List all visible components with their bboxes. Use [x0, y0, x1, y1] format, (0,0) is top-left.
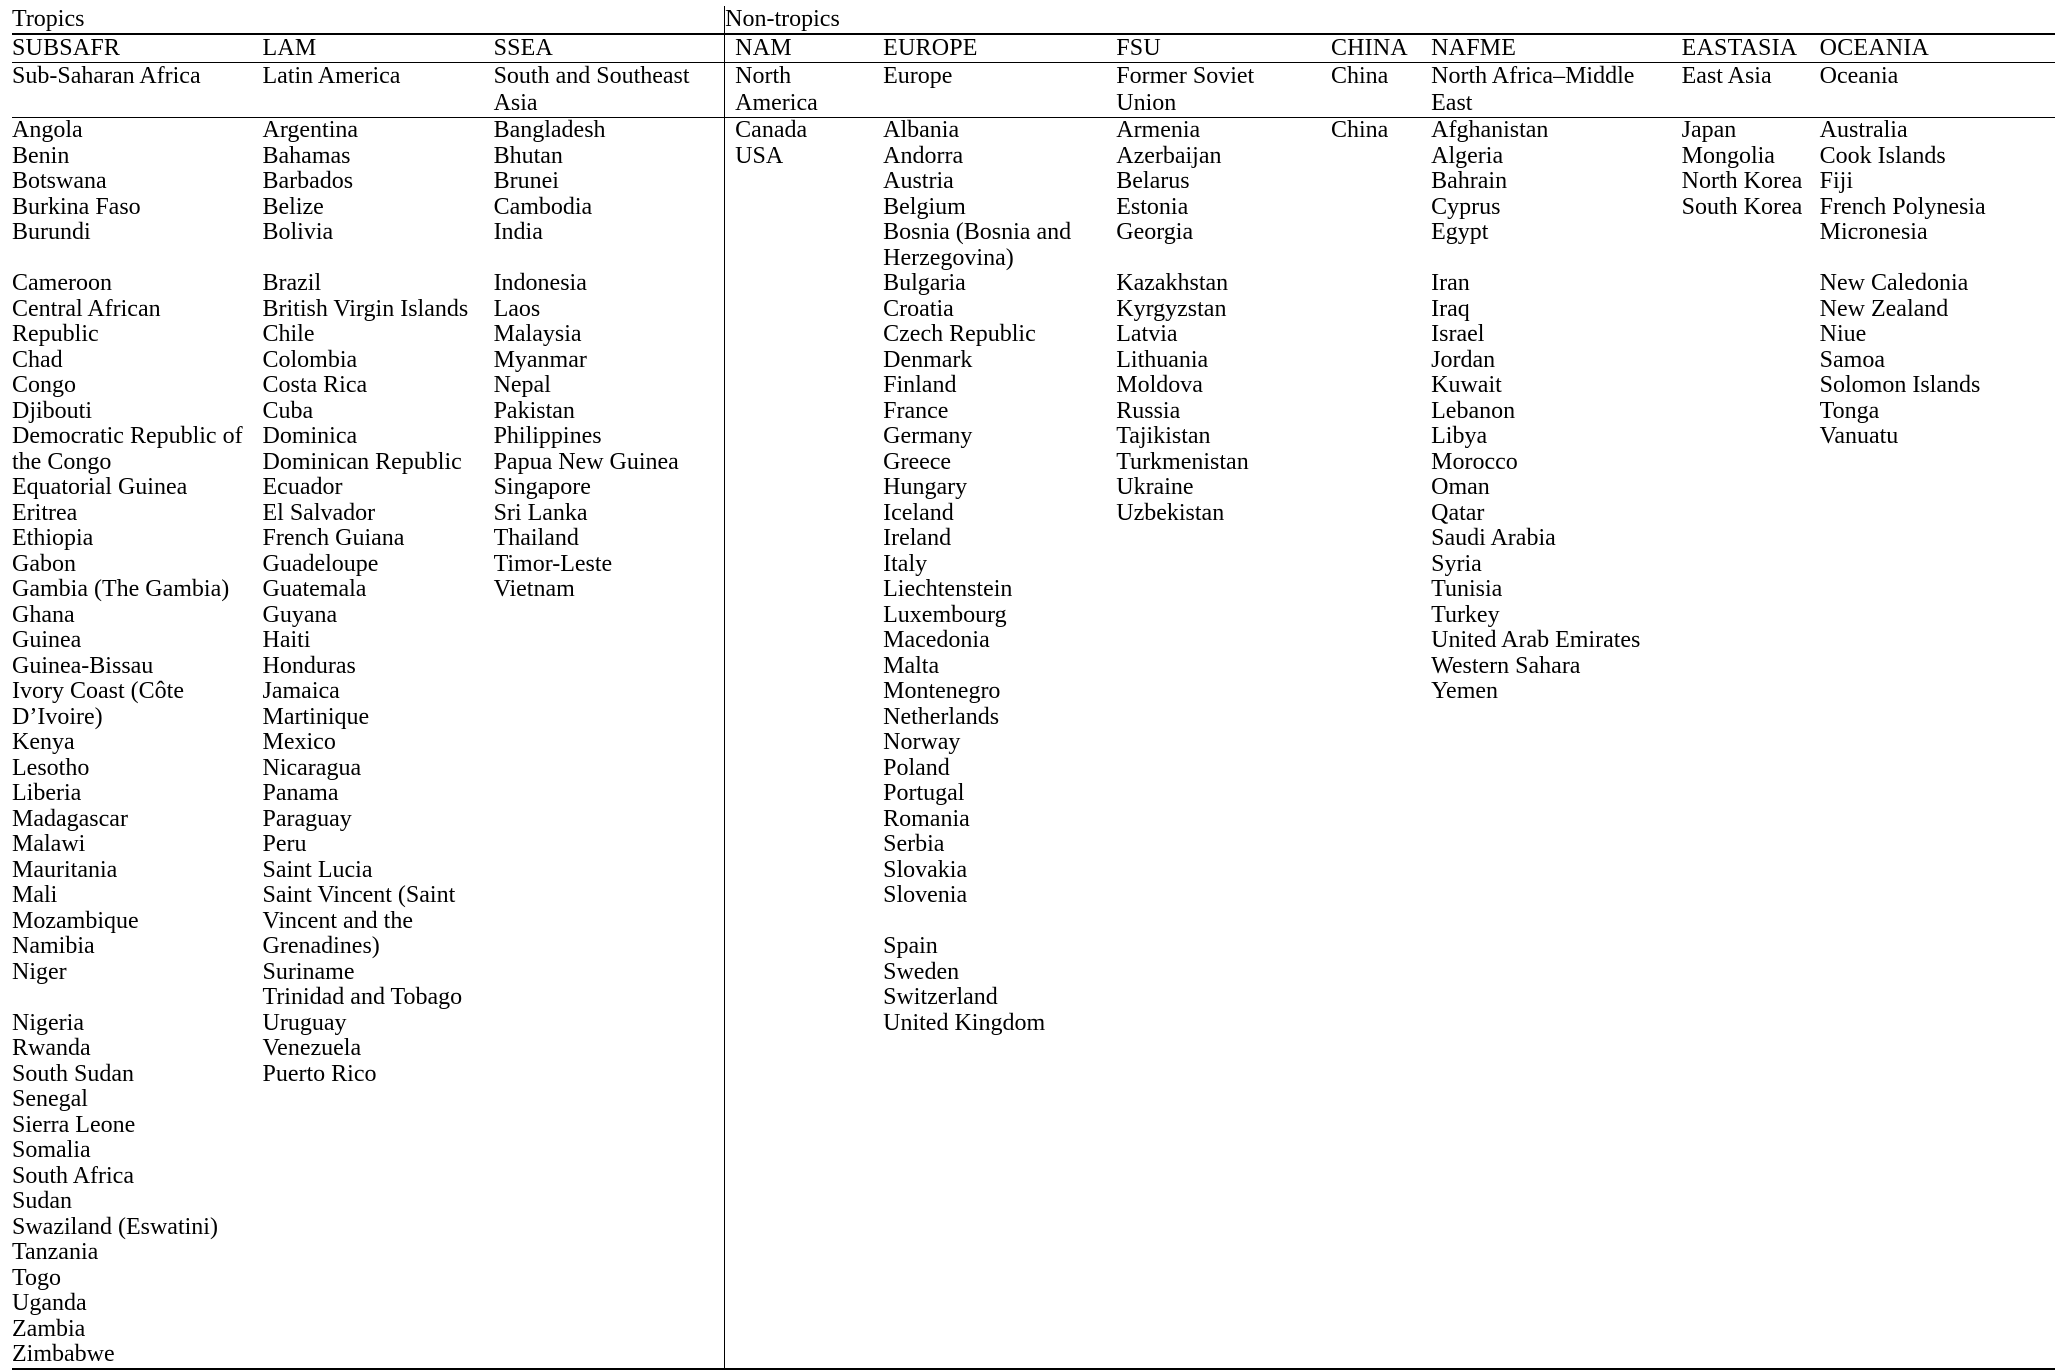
- country-list-subsafr: [12, 118, 263, 1368]
- country-list-europe: [883, 118, 1116, 1368]
- country-item: Uzbekistan: [1116, 499, 1225, 526]
- country-item: Malta: [883, 652, 940, 679]
- country-list: [12, 118, 251, 1368]
- country-item: Guatemala: [262, 576, 367, 602]
- country-item: Armenia: [1116, 117, 1201, 143]
- country-item: Ghana: [12, 601, 75, 628]
- country-item: Colombia: [262, 346, 358, 373]
- country-item: Sweden: [883, 958, 960, 985]
- country-item: Mali: [12, 882, 58, 908]
- country-item: Switzerland: [883, 984, 998, 1010]
- country-item: Tajikistan: [1116, 423, 1211, 449]
- country-item: Bahrain: [1431, 168, 1508, 194]
- country-item: China: [1330, 117, 1389, 143]
- country-item: Sudan: [12, 1188, 72, 1214]
- country-item: Ukraine: [1116, 474, 1194, 500]
- country-item: Costa Rica: [262, 372, 368, 398]
- country-list: [494, 118, 713, 603]
- country-item: Andorra: [883, 142, 964, 169]
- list-spacer: [263, 246, 482, 272]
- country-list: [1431, 118, 1670, 705]
- country-item: Fiji: [1819, 168, 1854, 194]
- country-item: Spain: [883, 933, 938, 959]
- country-item: Romania: [883, 805, 970, 832]
- country-item: British Virgin Islands: [262, 295, 469, 322]
- country-item: Bulgaria: [883, 270, 966, 296]
- country-item: Cambodia: [493, 193, 593, 220]
- country-list-fsu: [1116, 118, 1331, 1368]
- column-name-oceania: Oceania: [1819, 63, 1899, 89]
- country-item: Sri Lanka: [493, 499, 588, 526]
- country-list-lam: [263, 118, 494, 1368]
- country-item: Estonia: [1116, 193, 1189, 220]
- country-item: Gambia (The Gambia): [12, 576, 230, 602]
- country-item: Guyana: [262, 601, 338, 628]
- list-spacer: [12, 985, 251, 1011]
- list-spacer: [494, 246, 713, 272]
- country-item: India: [493, 219, 543, 245]
- country-item: Jamaica: [262, 678, 340, 704]
- group-header-tropics: Tropics: [12, 6, 85, 32]
- country-item: Liechtenstein: [883, 576, 1013, 602]
- country-item: United Kingdom: [883, 1009, 1046, 1036]
- country-item: Belize: [262, 193, 324, 220]
- country-item: Ireland: [883, 525, 952, 551]
- country-item: Togo: [12, 1264, 61, 1291]
- country-item: Czech Republic: [883, 321, 1036, 347]
- country-list: [263, 118, 482, 1087]
- country-item: Belgium: [883, 193, 966, 220]
- country-item: Myanmar: [493, 346, 587, 373]
- country-item: Bhutan: [493, 142, 563, 169]
- country-item: Israel: [1431, 321, 1485, 347]
- list-spacer: [12, 246, 251, 272]
- country-item: Iraq: [1431, 295, 1470, 322]
- country-item: Nepal: [493, 372, 551, 398]
- country-item: Kenya: [12, 729, 75, 755]
- country-item: Georgia: [1116, 219, 1194, 245]
- country-item: United Arab Emirates: [1431, 627, 1641, 653]
- country-item: Swaziland (Eswatini): [12, 1213, 218, 1240]
- column-code-nam: NAM: [725, 34, 883, 62]
- column-code-ssea: SSEA: [493, 35, 554, 61]
- country-item: Niue: [1819, 321, 1867, 347]
- country-item: Greece: [883, 448, 952, 475]
- country-item: Syria: [1431, 550, 1482, 577]
- country-item: Mozambique: [12, 907, 139, 934]
- column-code-row: [12, 34, 2055, 62]
- country-item: Bosnia (Bosnia and Herzegovina): [883, 219, 1072, 271]
- country-item: Equatorial Guinea: [12, 474, 188, 500]
- country-item: Cameroon: [12, 270, 112, 296]
- country-item: Madagascar: [12, 805, 128, 832]
- group-header-nontropics: Non-tropics: [725, 6, 2055, 33]
- country-item: Angola: [12, 117, 83, 143]
- country-item: Papua New Guinea: [493, 448, 679, 475]
- country-item: Austria: [883, 168, 954, 194]
- country-item: Tanzania: [12, 1239, 99, 1265]
- country-item: Zimbabwe: [12, 1341, 115, 1367]
- country-item: Indonesia: [493, 270, 587, 296]
- list-spacer: [1431, 246, 1670, 272]
- country-item: Oman: [1431, 474, 1490, 500]
- country-item: Malawi: [12, 831, 86, 857]
- country-item: Nigeria: [12, 1009, 84, 1036]
- country-item: Argentina: [262, 117, 359, 143]
- column-name-nafme: North Africa–Middle East: [1431, 63, 1635, 116]
- country-item: Namibia: [12, 933, 95, 959]
- country-item: Latvia: [1116, 321, 1178, 347]
- country-item: Saint Lucia: [262, 856, 373, 883]
- country-item: Jordan: [1431, 346, 1496, 373]
- country-item: Finland: [883, 372, 957, 398]
- country-item: Uganda: [12, 1290, 87, 1316]
- country-item: Bolivia: [262, 219, 334, 245]
- country-item: Netherlands: [883, 703, 1000, 730]
- column-code-lam: LAM: [262, 35, 317, 61]
- country-item: Laos: [493, 295, 541, 322]
- country-item: Guinea: [12, 627, 82, 653]
- country-lists-row: [12, 118, 2055, 1368]
- column-code-fsu: FSU: [1116, 35, 1161, 61]
- country-list-oceania: [1820, 118, 2055, 1368]
- country-item: Libya: [1431, 423, 1488, 449]
- column-name-fsu: Former Soviet Union: [1116, 63, 1255, 116]
- country-item: Solomon Islands: [1819, 372, 1981, 398]
- country-item: Venezuela: [262, 1035, 362, 1061]
- country-item: Ivory Coast (Côte D’Ivoire): [12, 678, 184, 730]
- column-code-europe: EUROPE: [883, 35, 978, 61]
- country-item: Suriname: [262, 958, 355, 985]
- country-item: Serbia: [883, 831, 945, 857]
- country-item: Guinea-Bissau: [12, 652, 154, 679]
- country-item: Western Sahara: [1431, 652, 1581, 679]
- column-name-subsafr: Sub-Saharan Africa: [12, 63, 201, 89]
- country-item: Lebanon: [1431, 397, 1516, 424]
- country-item: Mauritania: [12, 856, 118, 883]
- country-list-eastasia: [1682, 118, 1820, 1368]
- country-item: Belarus: [1116, 168, 1190, 194]
- country-item: Botswana: [12, 168, 107, 194]
- region-country-table: [12, 6, 2055, 1370]
- country-item: Japan: [1681, 117, 1737, 143]
- country-item: Bahamas: [262, 142, 351, 169]
- country-item: Timor-Leste: [493, 550, 613, 577]
- country-item: Azerbaijan: [1116, 142, 1222, 169]
- country-item: Cuba: [262, 397, 314, 424]
- country-item: Portugal: [883, 780, 965, 806]
- country-item: Panama: [262, 780, 339, 806]
- country-list: [1331, 118, 1419, 144]
- country-item: Gabon: [12, 550, 76, 577]
- country-list: [735, 118, 871, 169]
- country-item: Canada: [735, 117, 808, 143]
- column-name-lam: Latin America: [262, 63, 401, 89]
- country-item: Turkey: [1431, 601, 1500, 628]
- country-item: Niger: [12, 958, 67, 985]
- country-item: Malaysia: [493, 321, 582, 347]
- country-list-ssea: [494, 118, 725, 1368]
- country-item: Chile: [262, 321, 315, 347]
- country-item: Italy: [883, 550, 928, 577]
- country-item: Tunisia: [1431, 576, 1503, 602]
- country-item: Cyprus: [1431, 193, 1501, 220]
- country-list: [883, 118, 1104, 1036]
- country-item: Singapore: [493, 474, 591, 500]
- country-item: Macedonia: [883, 627, 990, 653]
- column-name-ssea: South and Southeast Asia: [493, 63, 690, 116]
- country-item: Cook Islands: [1819, 142, 1946, 169]
- country-item: Central African Republic: [12, 295, 161, 347]
- column-code-subsafr: SUBSAFR: [12, 35, 121, 61]
- country-item: Philippines: [493, 423, 602, 449]
- column-name-china: China: [1330, 63, 1389, 89]
- country-item: Haiti: [262, 627, 311, 653]
- country-item: Samoa: [1819, 346, 1885, 373]
- country-item: New Zealand: [1819, 295, 1949, 322]
- country-item: Mexico: [262, 729, 336, 755]
- list-spacer: [1820, 246, 2043, 272]
- country-item: Lithuania: [1116, 346, 1209, 373]
- country-item: South Sudan: [12, 1060, 135, 1087]
- country-item: Senegal: [12, 1086, 88, 1112]
- country-item: Rwanda: [12, 1035, 91, 1061]
- country-list: [1116, 118, 1319, 526]
- column-name-nam: North America: [725, 63, 883, 118]
- country-item: Qatar: [1431, 499, 1485, 526]
- country-item: Poland: [883, 754, 950, 781]
- country-item: Moldova: [1116, 372, 1203, 398]
- country-item: Mongolia: [1681, 142, 1775, 169]
- country-item: Australia: [1819, 117, 1908, 143]
- country-item: Brunei: [493, 168, 559, 194]
- column-code-nafme: NAFME: [1431, 35, 1517, 61]
- country-item: Slovenia: [883, 882, 968, 908]
- country-item: France: [883, 397, 949, 424]
- country-item: Lesotho: [12, 754, 90, 781]
- country-item: Germany: [883, 423, 973, 449]
- country-item: Peru: [262, 831, 307, 857]
- country-item: El Salvador: [262, 499, 376, 526]
- group-header-row: [12, 6, 2055, 33]
- country-item: Morocco: [1431, 448, 1518, 475]
- country-item: Saudi Arabia: [1431, 525, 1556, 551]
- column-code-oceania: OCEANIA: [1819, 35, 1930, 61]
- bottom-rule: [12, 1368, 2055, 1369]
- country-item: Croatia: [883, 295, 954, 322]
- country-item: Hungary: [883, 474, 968, 500]
- country-list: [1820, 118, 2043, 450]
- country-item: North Korea: [1681, 168, 1803, 194]
- column-code-china: CHINA: [1330, 35, 1408, 61]
- country-item: Norway: [883, 729, 961, 755]
- country-item: Burundi: [12, 219, 91, 245]
- country-item: Paraguay: [262, 805, 352, 832]
- country-item: Dominica: [262, 423, 358, 449]
- country-item: Turkmenistan: [1116, 448, 1249, 475]
- country-item: Burkina Faso: [12, 193, 141, 220]
- list-spacer: [883, 909, 1104, 935]
- country-item: Ecuador: [262, 474, 343, 500]
- country-item: Thailand: [493, 525, 579, 551]
- country-item: South Africa: [12, 1162, 134, 1189]
- country-item: Slovakia: [883, 856, 968, 883]
- list-spacer: [1116, 246, 1319, 272]
- country-item: Tonga: [1819, 397, 1880, 424]
- country-item: Montenegro: [883, 678, 1001, 704]
- column-code-eastasia: EASTASIA: [1681, 35, 1798, 61]
- country-item: Benin: [12, 142, 70, 169]
- country-item: Congo: [12, 372, 77, 398]
- country-item: Pakistan: [493, 397, 575, 424]
- country-item: French Guiana: [262, 525, 405, 551]
- country-item: USA: [735, 142, 784, 169]
- country-item: Brazil: [262, 270, 322, 296]
- country-item: Sierra Leone: [12, 1111, 136, 1138]
- country-item: New Caledonia: [1819, 270, 1969, 296]
- country-item: Vietnam: [493, 576, 575, 602]
- country-item: Chad: [12, 346, 63, 373]
- country-item: Puerto Rico: [262, 1060, 377, 1087]
- country-list: [1682, 118, 1808, 220]
- country-item: Liberia: [12, 780, 82, 806]
- country-item: Democratic Republic of the Congo: [12, 423, 243, 475]
- country-item: Vanuatu: [1819, 423, 1899, 449]
- country-item: French Polynesia: [1819, 193, 1986, 220]
- country-item: Iran: [1431, 270, 1470, 296]
- country-item: Barbados: [262, 168, 354, 194]
- country-item: Yemen: [1431, 678, 1499, 704]
- country-item: Djibouti: [12, 397, 93, 424]
- country-item: Kyrgyzstan: [1116, 295, 1227, 322]
- country-item: Russia: [1116, 397, 1181, 424]
- column-name-europe: Europe: [883, 63, 953, 89]
- country-list-china: [1331, 118, 1431, 1368]
- country-item: Guadeloupe: [262, 550, 379, 577]
- country-item: Honduras: [262, 652, 356, 679]
- country-item: Afghanistan: [1431, 117, 1549, 143]
- country-item: Denmark: [883, 346, 973, 373]
- column-name-eastasia: East Asia: [1681, 63, 1772, 89]
- country-item: Nicaragua: [262, 754, 362, 781]
- country-item: Luxembourg: [883, 601, 1007, 628]
- country-item: Somalia: [12, 1137, 91, 1163]
- country-item: Algeria: [1431, 142, 1504, 169]
- country-item: Kuwait: [1431, 372, 1502, 398]
- country-item: Kazakhstan: [1116, 270, 1229, 296]
- country-item: Trinidad and Tobago: [262, 984, 463, 1010]
- column-name-row: [12, 63, 2055, 118]
- country-item: Albania: [883, 117, 960, 143]
- country-item: Bangladesh: [493, 117, 606, 143]
- country-item: Egypt: [1431, 219, 1489, 245]
- country-item: Dominican Republic: [262, 448, 462, 475]
- country-item: Zambia: [12, 1315, 86, 1342]
- country-item: Eritrea: [12, 499, 78, 526]
- country-item: Martinique: [262, 703, 370, 730]
- country-item: Micronesia: [1819, 219, 1928, 245]
- country-item: South Korea: [1681, 193, 1803, 220]
- country-item: Saint Vincent (Saint Vincent and the Grenadines): [262, 882, 456, 959]
- country-item: Uruguay: [262, 1009, 347, 1036]
- country-list-nafme: [1431, 118, 1682, 1368]
- country-item: Ethiopia: [12, 525, 94, 551]
- country-item: Iceland: [883, 499, 954, 526]
- country-list-nam: [725, 118, 883, 1368]
